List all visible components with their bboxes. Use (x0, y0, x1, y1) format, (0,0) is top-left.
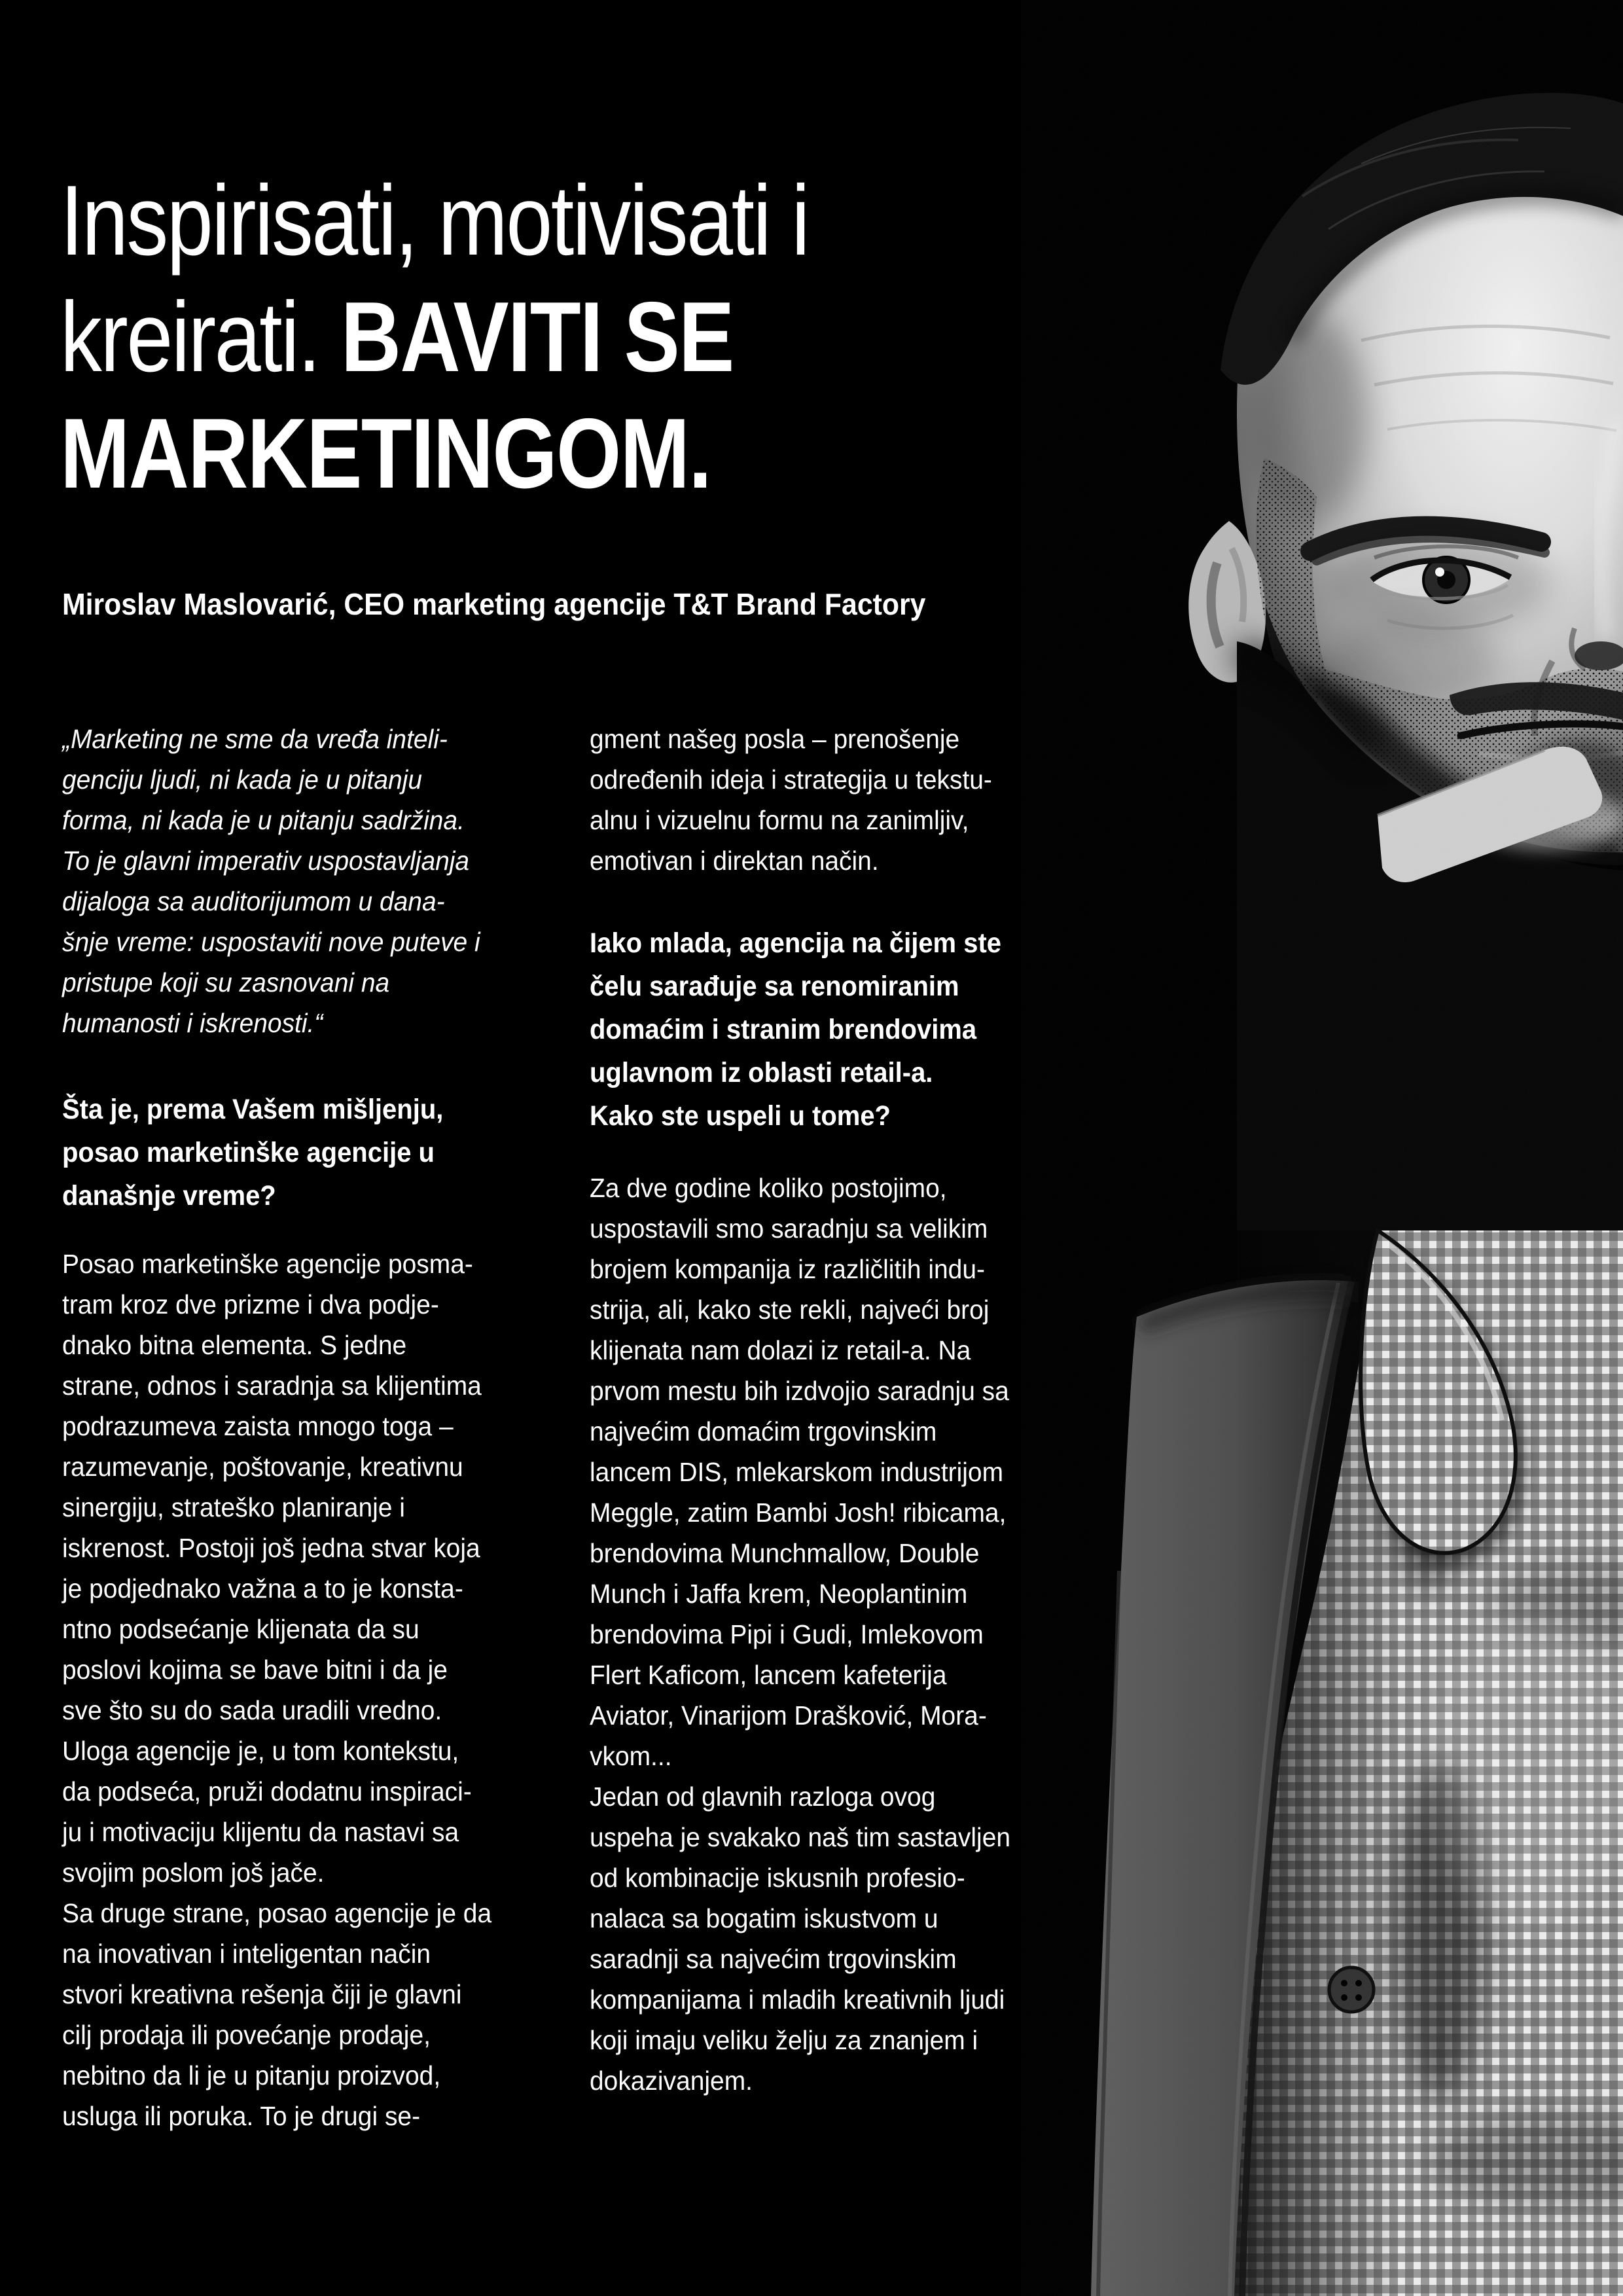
text-line: najvećim domaćim trgovinskim (590, 1416, 937, 1446)
text-line: svojim poslom još jače. (62, 1857, 325, 1888)
text-line: nebitno da li je u pitanju proizvod, (62, 2060, 441, 2090)
text-line: dokazivanjem. (590, 2066, 753, 2096)
text-line: usluga ili poruka. To je drugi se- (62, 2101, 421, 2131)
text-line: razumevanje, poštovanje, kreativnu (62, 1452, 463, 1482)
text-line: poslovi kojima se bave bitni i da je (62, 1655, 448, 1685)
text-line: Uloga agencije je, u tom kontekstu, (62, 1736, 459, 1766)
text-line: humanosti i iskrenosti.“ (62, 1008, 323, 1038)
text-line: Meggle, zatim Bambi Josh! ribicama, (590, 1498, 1007, 1528)
text-line: alnu i vizuelnu formu na zanimljiv, (590, 805, 969, 835)
man-half-face-portrait-photo (1021, 0, 1623, 2296)
text-line: podrazumeva zaista mnogo toga – (62, 1411, 454, 1441)
text-line: strane, odnos i saradnja sa klijentima (62, 1371, 482, 1401)
text-line: na inovativan i inteligentan način (62, 1939, 431, 1969)
text-line: nalaca sa bogatim iskustvom u (590, 1903, 938, 1933)
text-line: „Marketing ne sme da vređa inteli- (62, 724, 448, 754)
text-line: sinergiju, strateško planiranje i (62, 1492, 405, 1522)
text-line: Flert Kaficom, lancem kafeterija (590, 1660, 947, 1690)
text-line: brojem kompanija iz različlitih indu- (590, 1254, 985, 1284)
text-line: šnje vreme: uspostaviti nove puteve i (62, 927, 480, 957)
text-line: cilj prodaja ili povećanje prodaje, (62, 2020, 431, 2050)
text-line: tram kroz dve prizme i dva podje- (62, 1289, 439, 1319)
text-line: Sa druge strane, posao agencije je da (62, 1898, 492, 1928)
text-line: Kako ste uspeli u tome? (590, 1100, 891, 1132)
title-line-2 (60, 279, 808, 395)
text-line: sve što su do sada uradili vredno. (62, 1695, 442, 1725)
article-subtitle: Miroslav Maslovarić, CEO marketing agencije T&T Brand Factory (62, 587, 926, 621)
text-line: uglavnom iz oblasti retail-a. (590, 1057, 933, 1088)
text-line: forma, ni kada je u pitanju sadržina. (62, 805, 465, 835)
text-line: vkom... (590, 1741, 672, 1771)
title-bold-text: BAVITI SE (340, 281, 734, 393)
text-line: kompanijama i mladih kreativnih ljudi (590, 1984, 1005, 2015)
text-line: Aviator, Vinarijom Drašković, Mora- (590, 1700, 987, 1731)
text-line: Jedan od glavnih razloga ovog (590, 1782, 936, 1812)
text-line: To je glavni imperativ uspostavljanja (62, 846, 470, 876)
text-line: brendovima Munchmallow, Double (590, 1538, 980, 1568)
text-line: iskrenost. Postoji još jedna stvar koja (62, 1533, 480, 1563)
text-line: je podjednako važna a to je konsta- (62, 1573, 463, 1604)
text-line: današnje vreme? (62, 1180, 276, 1211)
text-line: klijenata nam dolazi iz retail-a. Na (590, 1335, 971, 1365)
interview-answer-1 (62, 1244, 514, 2136)
answer-1-continuation (590, 719, 1013, 881)
text-line: saradnji sa najvećim trgovinskim (590, 1944, 957, 1974)
text-line: pristupe koji su zasnovani na (62, 967, 390, 997)
title-bold-text: MARKETINGOM. (60, 398, 711, 509)
text-line: da podseća, pruži dodatnu inspiraci- (62, 1776, 472, 1806)
article-title (60, 162, 951, 512)
text-line: stvori kreativna rešenja čiji je glavni (62, 1979, 462, 2009)
text-line: ntno podsećanje klijenata da su (62, 1614, 419, 1644)
title-line-1 (60, 162, 808, 279)
text-line: ju i motivaciju klijentu da nastavi sa (62, 1817, 459, 1847)
interview-answer-2 (590, 1168, 1033, 2101)
text-line: čelu sarađuje sa renomiranim (590, 971, 959, 1002)
text-line: dijaloga sa auditorijumom u dana- (62, 886, 445, 916)
pull-quote (62, 719, 502, 1043)
title-light-text: Inspirisati, motivisati i (60, 165, 809, 276)
text-line: brendovima Pipi i Gudi, Imlekovom (590, 1619, 984, 1649)
text-line: od kombinacije iskusnih profesio- (590, 1863, 965, 1893)
text-line: koji imaju veliku želju za znanjem i (590, 2025, 978, 2055)
text-line: prvom mestu bih izdvojio saradnju sa (590, 1376, 1009, 1406)
text-line: Iako mlada, agencija na čijem ste (590, 927, 1002, 959)
text-line: genciju ljudi, ni kada je u pitanju (62, 764, 423, 795)
text-line: domaćim i stranim brendovima (590, 1014, 977, 1045)
text-line: određenih ideja i strategija u tekstu- (590, 764, 992, 795)
text-line: Šta je, prema Vašem mišljenju, (62, 1094, 444, 1125)
interview-question-2 (590, 922, 1032, 1138)
text-line: dnako bitna elementa. S jedne (62, 1330, 407, 1360)
text-line: gment našeg posla – prenošenje (590, 724, 960, 754)
text-line: strija, ali, kako ste rekli, najveći broj (590, 1295, 990, 1325)
interview-question-1 (62, 1088, 472, 1217)
text-line: uspeha je svakako naš tim sastavljen (590, 1822, 1011, 1852)
text-line: lancem DIS, mlekarskom industrijom (590, 1457, 1004, 1487)
text-line: uspostavili smo saradnju sa velikim (590, 1213, 988, 1244)
title-light-text: kreirati. (60, 281, 341, 393)
text-line: posao marketinške agencije u (62, 1137, 435, 1168)
text-line: Za dve godine koliko postojimo, (590, 1173, 947, 1203)
text-line: Posao marketinške agencije posma- (62, 1249, 473, 1279)
text-line: emotivan i direktan način. (590, 846, 879, 876)
text-line: Munch i Jaffa krem, Neoplantinim (590, 1579, 968, 1609)
title-line-3 (60, 395, 808, 512)
